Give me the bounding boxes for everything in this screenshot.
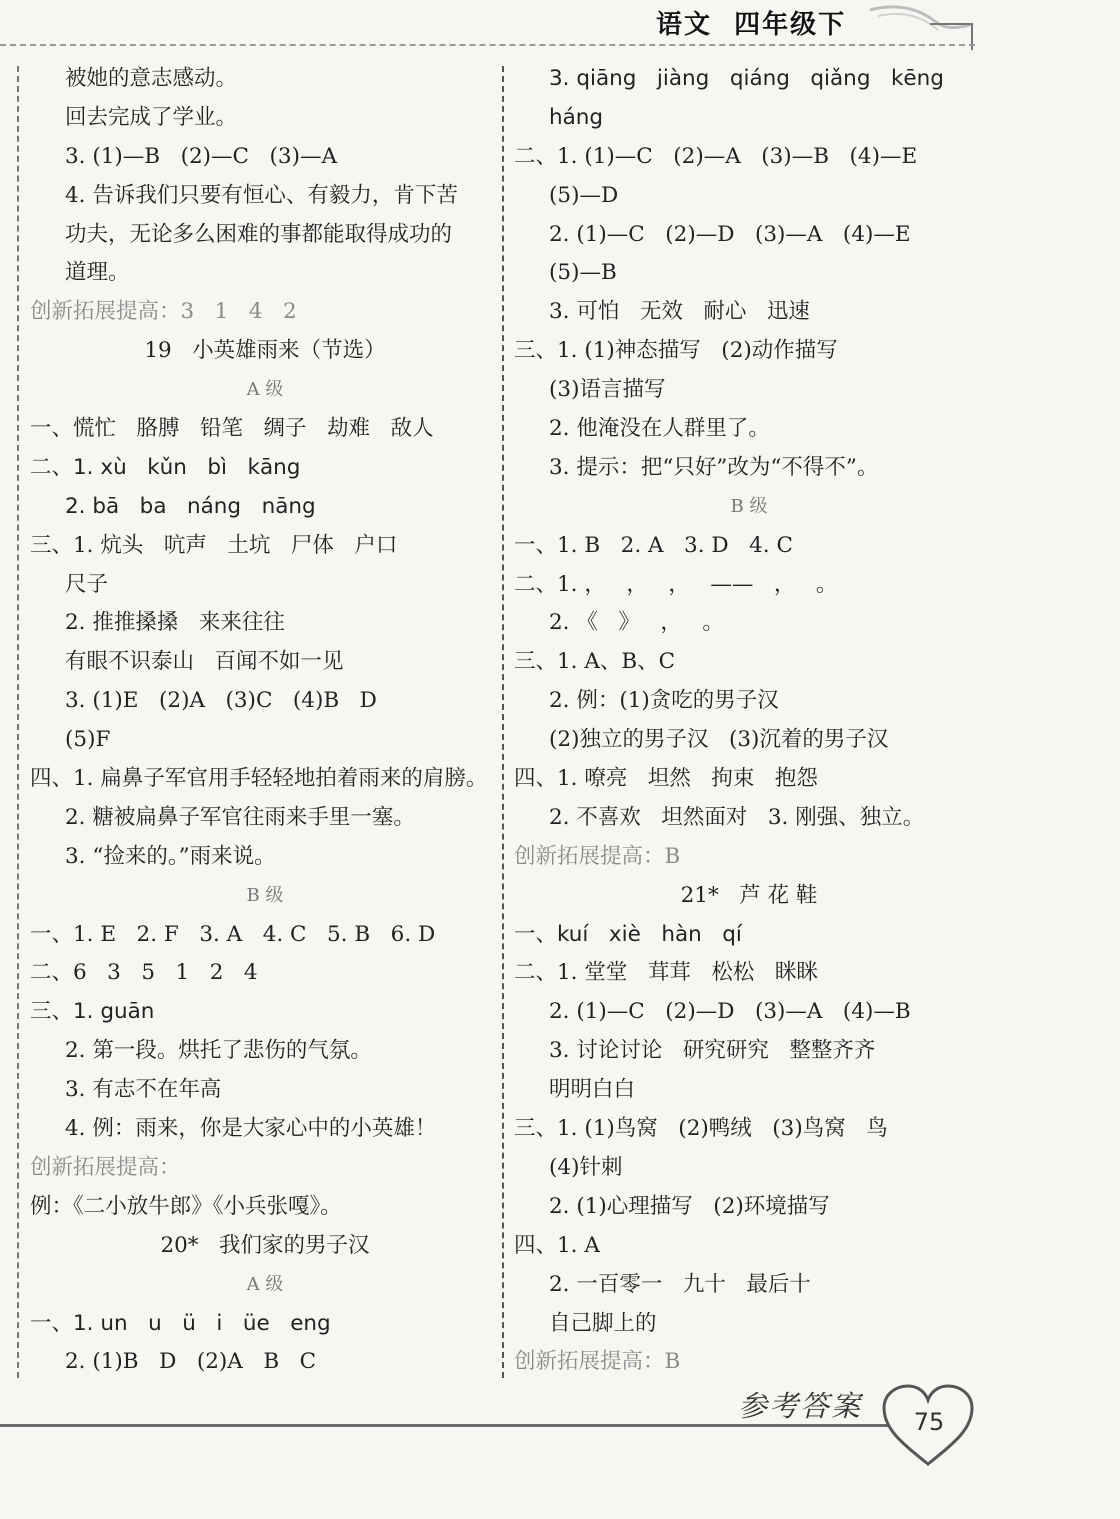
answer-line: 2. (1)—C (2)—D (3)—A (4)—E xyxy=(549,221,911,247)
lesson-title: 21* 芦 花 鞋 xyxy=(680,882,818,908)
answer-line: 2. (1)心理描写 (2)环境描写 xyxy=(549,1193,830,1219)
answer-line: 四、1. 扁鼻子军官用手轻轻地拍着雨来的肩膀。 xyxy=(30,766,488,792)
answer-line: 自己脚上的 xyxy=(549,1310,657,1336)
answer-line: 四、1. 嘹亮 坦然 拘束 抱怨 xyxy=(514,766,818,792)
answer-line: 2. bā ba náng nāng xyxy=(65,493,316,519)
answer-line: 3. (1)E (2)A (3)C (4)B D xyxy=(65,688,377,714)
page-header-title: 语文 四年级下 xyxy=(656,10,847,40)
answer-line: 4. 告诉我们只要有恒心、有毅力，肯下苦 xyxy=(65,182,458,208)
footer-divider xyxy=(0,1424,900,1427)
answer-line: 尺子 xyxy=(65,571,109,597)
answer-line: (5)—D xyxy=(549,182,619,208)
answer-line: 一、1. B 2. A 3. D 4. C xyxy=(514,532,793,558)
footer-label: 参考答案 xyxy=(738,1389,863,1423)
answer-line: 3. “捡来的。”雨来说。 xyxy=(65,843,276,869)
answer-line: 三、1. (1)神态描写 (2)动作描写 xyxy=(514,338,838,364)
answer-line: (5)—B xyxy=(549,260,617,286)
extension-answer: 创新拓展提高： xyxy=(30,1154,181,1180)
answer-line: 三、1. A、B、C xyxy=(514,649,676,675)
extension-answer: 创新拓展提高：3 1 4 2 xyxy=(30,299,297,325)
answer-line: 一、1. E 2. F 3. A 4. C 5. B 6. D xyxy=(30,921,436,947)
answer-line: (2)独立的男子汉 (3)沉着的男子汉 xyxy=(549,727,889,753)
answer-line: 2. 《 》 ， 。 xyxy=(549,610,724,636)
answer-line: 一、慌忙 胳膊 铅笔 绸子 劫难 敌人 xyxy=(30,416,434,442)
answer-line: 四、1. A xyxy=(514,1232,600,1258)
answer-line: (5)F xyxy=(65,727,111,753)
answer-line: 道理。 xyxy=(65,260,130,286)
extension-answer: 创新拓展提高：B xyxy=(514,843,681,869)
answer-line: 二、1. 堂堂 茸茸 松松 眯眯 xyxy=(514,960,818,986)
answer-line: 二、1. xù kǔn bì kāng xyxy=(30,454,301,480)
answer-line: 2. 不喜欢 坦然面对 3. 刚强、独立。 xyxy=(549,804,925,830)
answer-line: 三、1. 炕头 吭声 土坑 尸体 户口 xyxy=(30,532,398,558)
answer-line: 2. (1)B D (2)A B C xyxy=(65,1349,317,1375)
answer-line: 3. 可怕 无效 耐心 迅速 xyxy=(549,299,810,325)
answer-line: 3. 有志不在年高 xyxy=(65,1077,222,1103)
answer-line: 被她的意志感动。 xyxy=(65,66,238,91)
answer-line: 2. 他淹没在人群里了。 xyxy=(549,416,770,442)
grade-label: B 级 xyxy=(730,495,768,517)
left-answer-column xyxy=(30,60,500,1382)
grade-label: A 级 xyxy=(246,1273,284,1295)
answer-line: 4. 例：雨来，你是大家心中的小英雄！ xyxy=(65,1116,437,1142)
answer-line: 一、kuí xiè hàn qí xyxy=(514,921,742,947)
lesson-title: 20* 我们家的男子汉 xyxy=(160,1232,370,1258)
answer-line: 3. 讨论讨论 研究研究 整整齐齐 xyxy=(549,1038,876,1064)
answer-line: (3)语言描写 xyxy=(549,377,666,403)
answer-line: 回去完成了学业。 xyxy=(65,104,238,130)
grade-label: B 级 xyxy=(246,884,284,906)
answer-line: 一、1. un u ü i üe eng xyxy=(30,1310,331,1336)
answer-line: 二、6 3 5 1 2 4 xyxy=(30,960,258,986)
header-divider xyxy=(0,44,975,46)
answer-line: 3. 提示：把“只好”改为“不得不”。 xyxy=(549,454,879,480)
answer-line: 功夫，无论多么困难的事都能取得成功的 xyxy=(65,221,453,247)
answer-line: 2. 一百零一 九十 最后十 xyxy=(549,1271,811,1297)
answer-line: 有眼不识泰山 百闻不如一见 xyxy=(65,649,344,675)
grade-label: A 级 xyxy=(246,379,284,401)
answer-line: 2. 推推搡搡 来来往往 xyxy=(65,610,285,636)
page-number: 75 xyxy=(913,1408,945,1436)
answer-line: 明明白白 xyxy=(549,1077,636,1103)
right-answer-column xyxy=(514,60,984,1382)
answer-line: 三、1. (1)鸟窝 (2)鸭绒 (3)鸟窝 鸟 xyxy=(514,1116,888,1142)
column-divider xyxy=(502,66,504,1378)
left-margin-line xyxy=(17,66,19,1378)
answer-line: háng xyxy=(549,104,604,130)
answer-line: 2. 例：(1)贪吃的男子汉 xyxy=(549,688,779,714)
answer-line: (4)针刺 xyxy=(549,1154,623,1180)
extension-answer: 创新拓展提高：B xyxy=(514,1349,681,1375)
answer-line: 二、1. (1)—C (2)—A (3)—B (4)—E xyxy=(514,143,918,169)
answer-line: 3. (1)—B (2)—C (3)—A xyxy=(65,143,337,169)
answer-line: 2. 第一段。烘托了悲伤的气氛。 xyxy=(65,1038,372,1064)
answer-line: 例：《二小放牛郎》《小兵张嘎》。 xyxy=(30,1193,342,1219)
answer-line: 三、1. guān xyxy=(30,999,155,1025)
lesson-title: 19 小英雄雨来（节选） xyxy=(144,338,386,364)
answer-line: 3. qiāng jiàng qiáng qiǎng kēng xyxy=(549,66,944,91)
answer-line: 2. (1)—C (2)—D (3)—A (4)—B xyxy=(549,999,911,1025)
answer-line: 二、1. ， ， ， —— ， 。 xyxy=(514,571,838,597)
answer-line: 2. 糖被扁鼻子军官往雨来手里一塞。 xyxy=(65,804,415,830)
